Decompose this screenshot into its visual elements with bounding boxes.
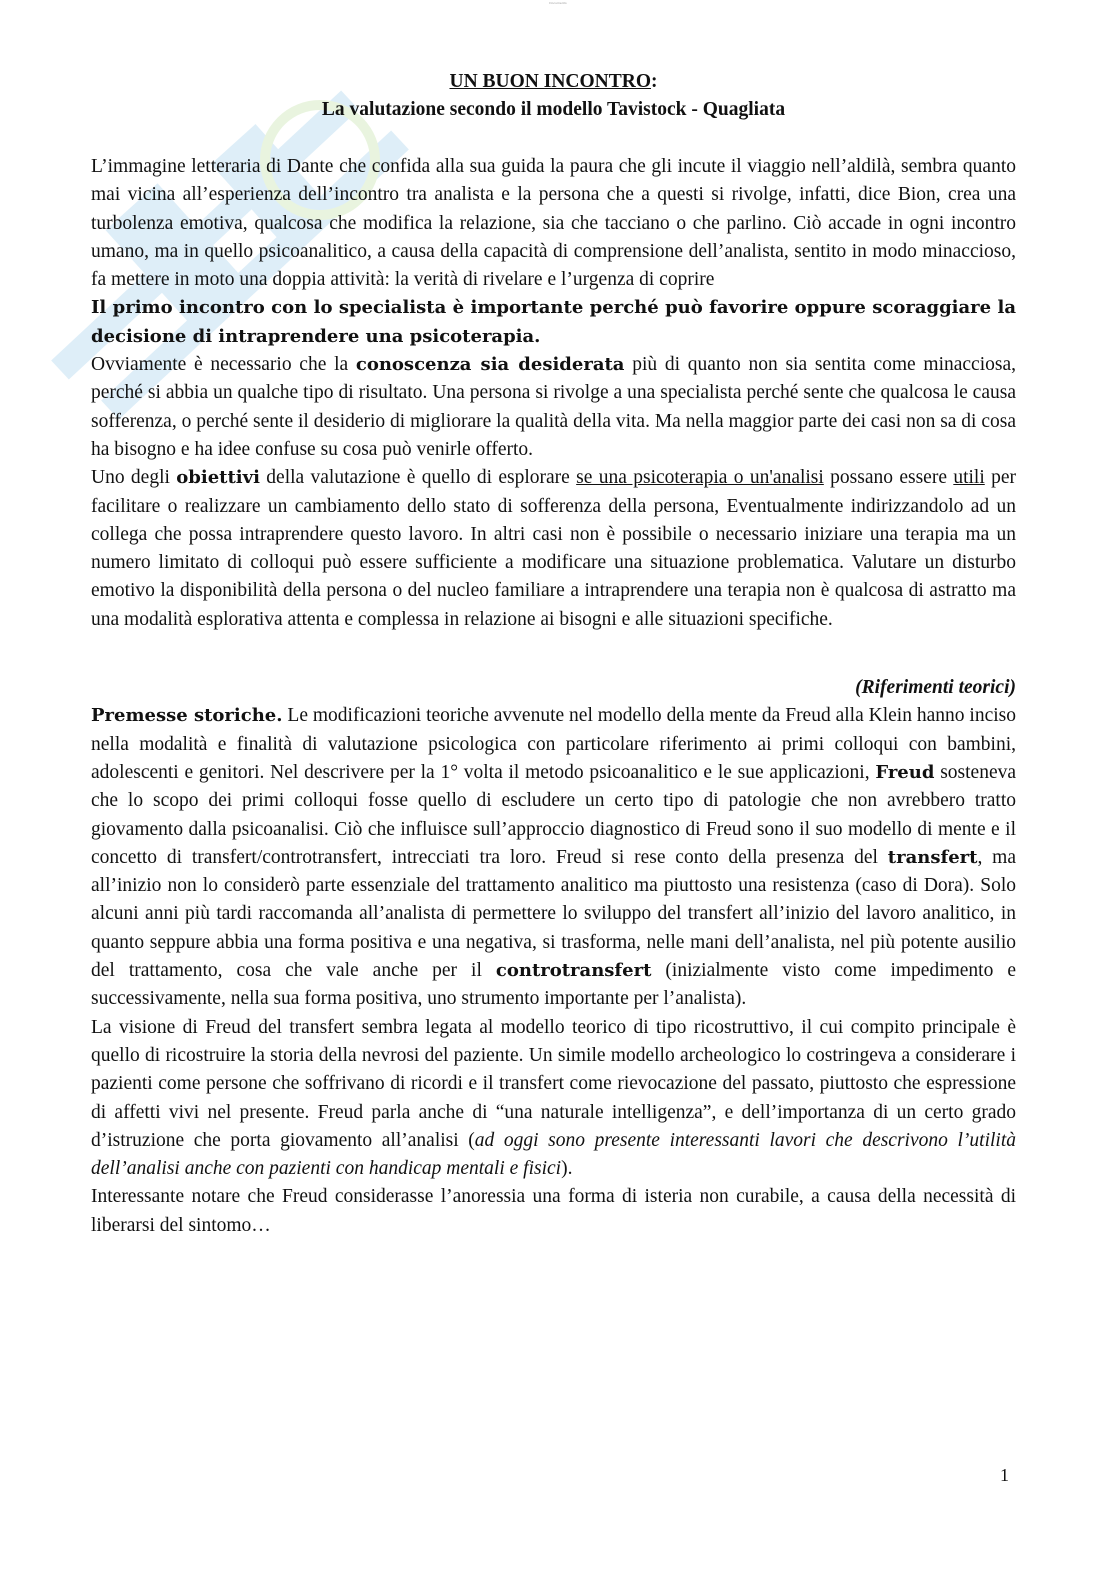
title-main: UN BUON INCONTRO	[449, 71, 651, 92]
p5-text-d: sosteneva che lo scopo dei primi colloqui fosse quello di escludere un certo tipo di patologie che non avrebbero tratto giovamento dalla psicoanalisi. Ciò che influisce sull’approccio diagnostico di Freud sono il suo modello di mente e il concetto di transfert/controtransfert, intrecciati tra loro. Freud si rese conto della presenza del	[91, 761, 1017, 868]
title-colon: :	[651, 71, 658, 92]
paragraph-intro: L’immagine letteraria di Dante che confida alla sua guida la paura che gli incute il viaggio nell’aldilà, sembra quanto mai vicina all’esperienza dell’incontro tra analista e la persona che a questi si rivolge, infatti, dice Bion, crea una turbolenza emotiva, qualcosa che modifica la relazione, sia che tacciano o che parlino. Ciò accade in ogni incontro umano, ma in quello psicoanalitico, a causa della capacità di comprensione dell’analista, sentito in modo minaccioso, fa mettere in moto una doppia attività: la verità di rivelare e l’urgenza di coprire	[91, 156, 1016, 291]
paragraph-obiettivi	[91, 464, 1016, 634]
paragraph-conoscenza	[91, 351, 1016, 464]
p4-text-c: della valutazione è quello di esplorare	[259, 467, 577, 489]
p4-underline-psicoterapia: se una psicoterapia o un'analisi	[576, 467, 824, 489]
p4-text-e: possano essere	[823, 467, 954, 489]
section-riferimenti-teorici: (Riferimenti teorici)	[855, 677, 1016, 699]
p3-text-c: più di quanto non sia sentita come minacciosa, perché si abbia un qualche tipo di risultato. Una persona si rivolge a una specialista perché sente che qualcosa le causa sofferenza, o perché sente il desiderio di migliorare la qualità della vita. Ma nella maggior parte dei casi non sa di cosa ha bisogno e ha idee confuse su cosa può venirle offerto.	[91, 354, 1017, 460]
paragraph-visione-freud	[91, 1014, 1016, 1184]
document-subtitle: La valutazione secondo il modello Tavistock - Quagliata	[321, 99, 786, 120]
paragraph-premesse-storiche	[91, 702, 1016, 1013]
document-page	[91, 68, 1016, 1240]
p5-text-h: (inizialmente visto come impedimento e successivamente, nella sua forma positiva, uno strumento importante per l’analista).	[91, 960, 1016, 1010]
p3-bold-conoscenza: conoscenza sia desiderata	[355, 354, 625, 376]
p4-bold-obiettivi: obiettivi	[176, 467, 260, 489]
p5-bold-freud: Freud	[875, 761, 935, 783]
p4-underline-utili: utili	[953, 467, 985, 489]
p5-bold-transfert: transfert	[887, 846, 978, 868]
p6-italic-note: ad oggi sono presente interessanti lavori che descrivono l’utilità dell’analisi anche con pazienti con handicap mentali e fisici	[91, 1129, 1016, 1180]
p5-bold-controtransfert: controtransfert	[495, 960, 652, 982]
paragraph-anoressia: Interessante notare che Freud considerasse l’anoressia una forma di isteria non curabile, a causa della necessità di liberarsi del sintomo…	[91, 1186, 1016, 1236]
p4-text-g: per facilitare o realizzare un cambiamento dello stato di sofferenza della persona, Eventualmente indirizzandolo ad un collega che possa intraprendere questo lavoro. In altri casi non è possibile o necessario iniziare una terapia ma un numero limitato di colloqui può essere sufficiente a modificare una situazione problematica. Valutare un disturbo emotivo la disponibilità della persona o del nucleo familiare a intraprendere una terapia non è qualcosa di astratto ma una modalità esplorativa attenta e complessa in relazione ai bisogni e alle situazioni specifiche.	[91, 467, 1016, 630]
top-header-mark: Documento	[549, 1, 567, 5]
p5-text-b: Le modificazioni teoriche avvenute nel modello della mente da Freud alla Klein hanno inciso nella modalità e finalità di valutazione psicologica con particolare riferimento ai primi colloqui con bambini, adolescenti e genitori. Nel descrivere per la 1° volta il metodo psicoanalitico e le sue applicazioni,	[91, 705, 1017, 783]
p5-bold-premesse: Premesse storiche.	[91, 705, 283, 727]
page-number: 1	[1000, 1465, 1009, 1485]
p4-text-a: Uno degli	[91, 467, 177, 489]
paragraph-primo-incontro: Il primo incontro con lo specialista è importante perché può favorire oppure scoraggiare la decisione di intraprendere una psicoterapia.	[91, 297, 1016, 347]
p3-text-a: Ovviamente è necessario che la	[91, 354, 356, 376]
p6-text-c: ).	[561, 1158, 573, 1180]
p5-text-f: , ma all’inizio non lo considerò parte essenziale del trattamento analitico ma piuttosto una resistenza (caso di Dora). Solo alcuni anni più tardi raccomanda all’analista di permettere lo sviluppo del transfert all’inizio del lavoro analitico, in quanto seppure abbia una forma positiva e una negativa, si trasforma, nelle mani dell’analista, nel più potente ausilio del trattamento, cosa che vale anche per il	[91, 846, 1016, 982]
p6-text-a: La visione di Freud del transfert sembra legata al modello teorico di tipo ricostruttivo, il cui compito principale è quello di ricostruire la storia della nevrosi del paziente. Un simile modello archeologico lo costringeva a considerare i pazienti come persone che soffrivano di ricordi e il transfert come rievocazione del passato, piuttosto che espressione di affetti vivi nel presente. Freud parla anche di “una naturale intelligenza”, e dell’importanza di un certo grado d’istruzione che porta giovamento all’analisi (	[91, 1016, 1016, 1151]
document-title	[91, 68, 1016, 96]
